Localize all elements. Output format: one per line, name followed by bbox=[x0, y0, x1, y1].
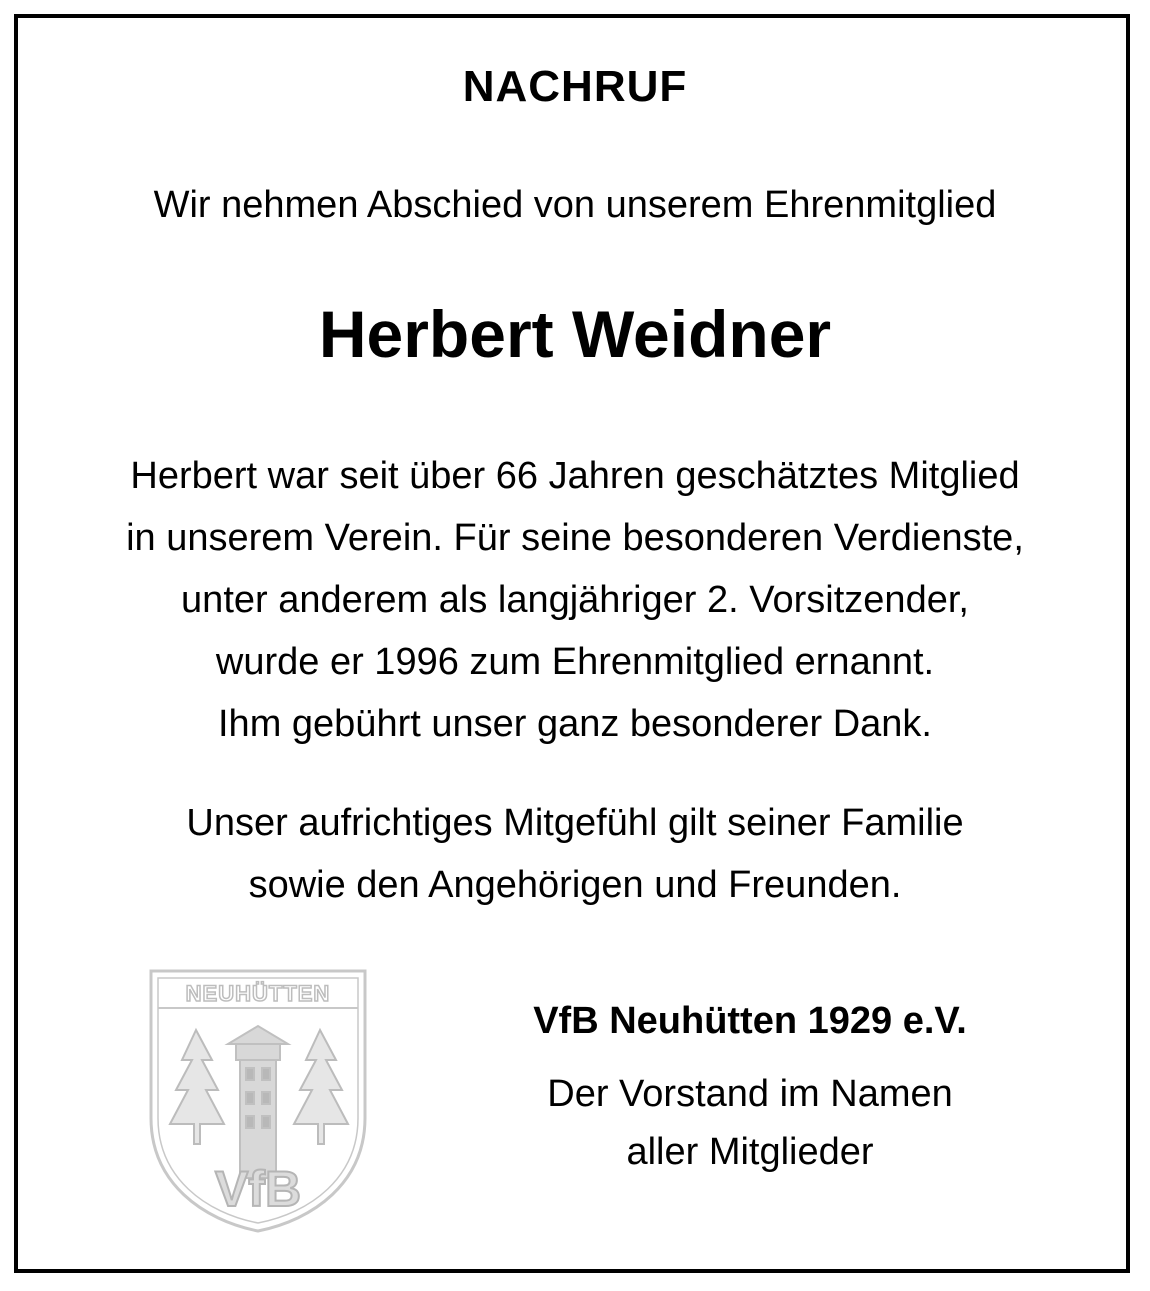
tribute-line: in unserem Verein. Für seine besonderen Verdienste, bbox=[126, 517, 1024, 559]
crest-monogram: VfB bbox=[214, 1161, 302, 1217]
tribute-line: unter anderem als langjähriger 2. Vorsitzender, bbox=[181, 579, 969, 621]
condolence-paragraph bbox=[0, 792, 1150, 916]
tribute-paragraph bbox=[0, 445, 1150, 755]
tribute-line: Ihm gebührt unser ganz besonderer Dank. bbox=[218, 703, 932, 745]
deceased-name: Herbert Weidner bbox=[318, 297, 832, 371]
tribute-line: Herbert war seit über 66 Jahren geschätztes Mitglied bbox=[130, 455, 1020, 497]
condolence-line: Unser aufrichtiges Mitgefühl gilt seiner Familie bbox=[186, 802, 964, 844]
intro-text: Wir nehmen Abschied von unserem Ehrenmitglied bbox=[153, 184, 997, 226]
board-line: aller Mitglieder bbox=[626, 1131, 874, 1173]
club-name: VfB Neuhütten 1929 e.V. bbox=[533, 1000, 967, 1042]
board-line: Der Vorstand im Namen bbox=[547, 1073, 953, 1115]
board-signoff bbox=[445, 1065, 1055, 1181]
crest-banner-text: NEUHÜTTEN bbox=[185, 981, 331, 1006]
club-crest-icon bbox=[148, 968, 368, 1234]
tribute-line: wurde er 1996 zum Ehrenmitglied ernannt. bbox=[215, 641, 935, 683]
notice-heading: NACHRUF bbox=[462, 62, 688, 111]
signature-block bbox=[445, 1000, 1055, 1181]
condolence-line: sowie den Angehörigen und Freunden. bbox=[248, 864, 902, 906]
